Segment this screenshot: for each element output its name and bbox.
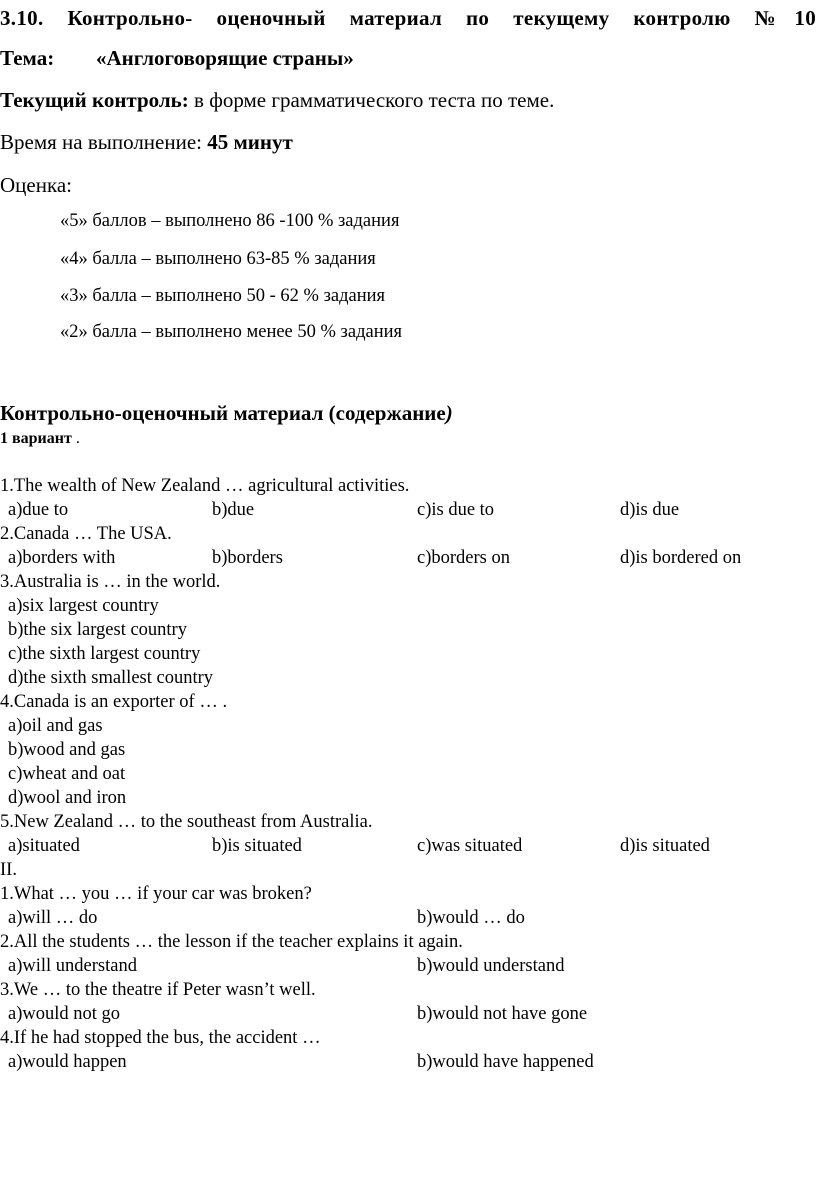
answer-option-a: a)six largest country — [8, 596, 159, 616]
answer-option-d: d)is due — [620, 500, 680, 520]
control-value: в форме грамматического теста по теме. — [188, 88, 555, 112]
answer-option-b: b)borders — [212, 548, 283, 568]
answer-option-b: b)would … do — [417, 908, 525, 928]
time-label: Время на выполнение: — [0, 130, 208, 154]
answer-option-c: c)was situated — [417, 836, 523, 856]
criteria-item: «4» балла – выполнено 63-85 % задания — [60, 249, 376, 269]
answer-option-b: b)due — [212, 500, 255, 520]
criteria-item: «5» баллов – выполнено 86 -100 % задания — [60, 211, 400, 231]
control-label: Текущий контроль: — [0, 88, 189, 112]
question-text: 3.Australia is … in the world. — [0, 572, 221, 592]
variant-label — [0, 430, 80, 448]
variant-dot: . — [75, 430, 80, 447]
control-line — [0, 88, 554, 113]
part-two-label: II. — [0, 860, 17, 880]
answer-option-a: a)would not go — [8, 1004, 121, 1024]
answer-option-c: c)borders on — [417, 548, 510, 568]
answer-option-b: b)is situated — [212, 836, 302, 856]
answer-option-b: b)the six largest country — [8, 620, 187, 640]
answer-option-a: a)will … do — [8, 908, 98, 928]
answer-option-c: c)wheat and oat — [8, 764, 126, 784]
time-line — [0, 130, 293, 155]
answer-option-d: d)wool and iron — [8, 788, 127, 808]
question-text: 1.What … you … if your car was broken? — [0, 884, 312, 904]
answer-option-c: c)is due to — [417, 500, 495, 520]
answer-option-a: a)would happen — [8, 1052, 127, 1072]
section-title-end: ) — [445, 401, 453, 425]
question-text: 1.The wealth of New Zealand … agricultural activities. — [0, 476, 410, 496]
question-text: 5.New Zealand … to the southeast from Australia. — [0, 812, 373, 832]
section-title-text: Контрольно-оценочный материал (содержание — [0, 401, 446, 425]
section-title — [0, 401, 453, 426]
question-text: 4.Canada is an exporter of … . — [0, 692, 228, 712]
answer-option-b: b)would have happened — [417, 1052, 594, 1072]
answer-option-b: b)wood and gas — [8, 740, 126, 760]
topic-line — [0, 46, 354, 71]
answer-option-a: a)borders with — [8, 548, 116, 568]
time-value: 45 минут — [207, 130, 293, 154]
document-title: 3.10. Контрольно- оценочный материал по текущему контролю №10 — [0, 6, 816, 30]
answer-option-b: b)would understand — [417, 956, 565, 976]
topic-label: Тема: — [0, 46, 55, 70]
answer-option-a: a)due to — [8, 500, 69, 520]
question-text: 2.All the students … the lesson if the teacher explains it again. — [0, 932, 463, 952]
question-text: 4.If he had stopped the bus, the accident … — [0, 1028, 321, 1048]
variant-text: 1 вариант — [0, 430, 76, 447]
answer-option-c: c)the sixth largest country — [8, 644, 201, 664]
answer-option-d: d)the sixth smallest country — [8, 668, 214, 688]
criteria-item: «2» балла – выполнено менее 50 % задания — [60, 322, 403, 342]
answer-option-a: a)will understand — [8, 956, 137, 976]
grade-label: Оценка: — [0, 173, 73, 197]
answer-option-a: a)situated — [8, 836, 80, 856]
question-text: 2.Canada … The USA. — [0, 524, 172, 544]
criteria-item: «3» балла – выполнено 50 - 62 % задания — [60, 286, 386, 306]
answer-option-b: b)would not have gone — [417, 1004, 588, 1024]
topic-value: «Англоговорящие страны» — [96, 46, 354, 70]
question-text: 3.We … to the theatre if Peter wasn’t well. — [0, 980, 316, 1000]
answer-option-a: a)oil and gas — [8, 716, 103, 736]
answer-option-d: d)is bordered on — [620, 548, 742, 568]
answer-option-d: d)is situated — [620, 836, 710, 856]
